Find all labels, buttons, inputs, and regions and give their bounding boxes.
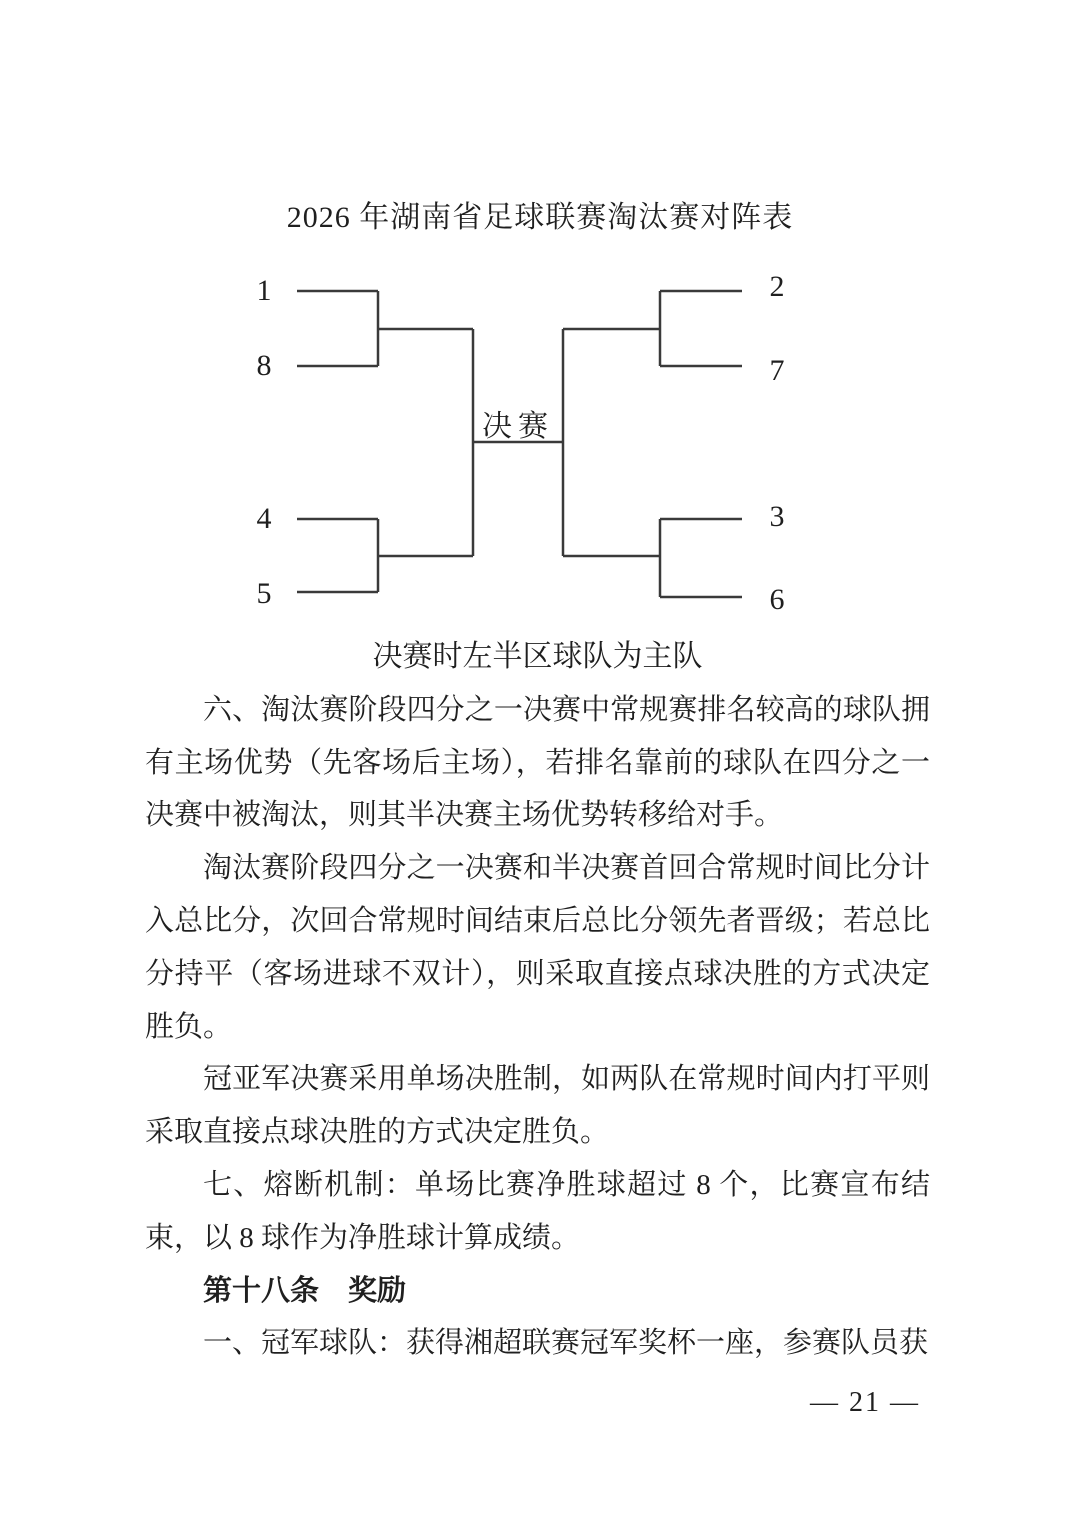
paragraph-champion-award: 一、冠军球队：获得湘超联赛冠军奖杯一座，参赛队员获 <box>203 1327 929 1360</box>
section-heading-article-18: 第十八条 奖励 <box>203 1274 407 1307</box>
seed-1: 1 <box>256 274 272 307</box>
paragraph-rule-6: 六、淘汰赛阶段四分之一决赛中常规赛排名较高的球队拥有主场优势（先客场后主场），若排名靠前的球队在四分之一决赛中被淘汰，则其半决赛主场优势转移给对手。 <box>145 693 930 832</box>
paragraph-aggregate: 淘汰赛阶段四分之一决赛和半决赛首回合常规时间比分计入总比分，次回合常规时间结束后总比分领先者晋级；若总比分持平（客场进球不双计），则采取直接点球决胜的方式决定胜负。 <box>145 852 930 1043</box>
final-label: 决赛 <box>482 410 554 443</box>
seed-8: 8 <box>256 349 272 382</box>
page-title: 2026 年湖南省足球联赛淘汰赛对阵表 <box>286 201 794 234</box>
seed-7: 7 <box>769 354 785 387</box>
paragraph-rule-7: 七、熔断机制：单场比赛净胜球超过 8 个，比赛宣布结束，以 8 球作为净胜球计算成绩。 <box>145 1168 930 1254</box>
seed-2: 2 <box>769 270 785 303</box>
seed-3: 3 <box>769 500 785 533</box>
seed-4: 4 <box>256 502 272 535</box>
bracket-lines <box>240 265 760 625</box>
seed-5: 5 <box>256 577 272 610</box>
seed-6: 6 <box>769 583 785 616</box>
paragraph-final-format: 冠亚军决赛采用单场决胜制，如两队在常规时间内打平则采取直接点球决胜的方式决定胜负。 <box>145 1063 930 1149</box>
page-number: — 21 — <box>810 1387 920 1418</box>
document-body <box>145 631 930 1370</box>
bracket-caption: 决赛时左半区球队为主队 <box>372 640 703 673</box>
bracket-diagram <box>240 265 800 625</box>
